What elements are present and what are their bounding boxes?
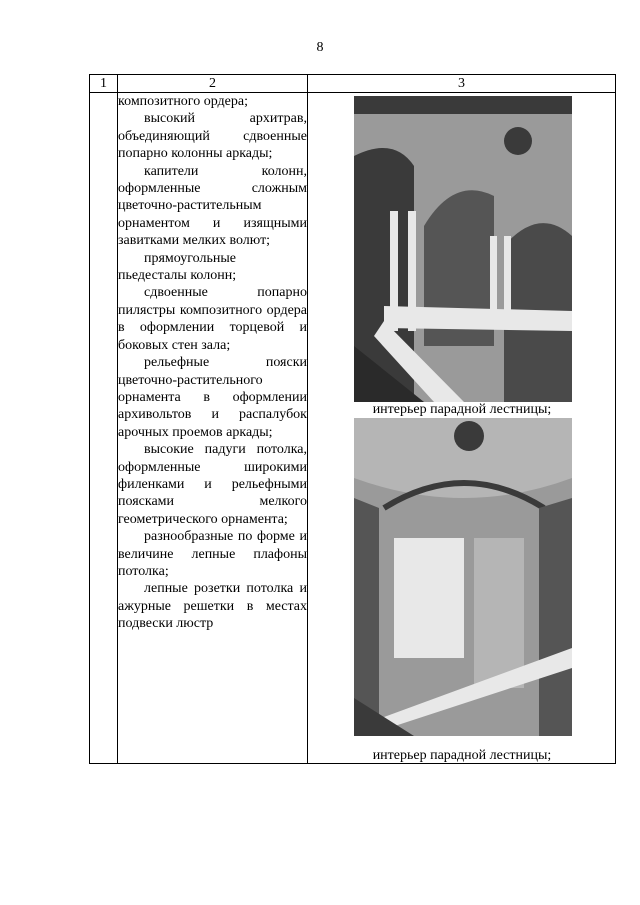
list-item: композитного ордера; bbox=[118, 94, 248, 109]
table-header-row bbox=[90, 75, 616, 93]
table-row bbox=[90, 93, 616, 764]
list-item: разнообразные по форме и величине лепные плафоны потолка; bbox=[118, 529, 307, 579]
list-item: высокие падуги потолка, оформленные широкими филенками и рельефными поясками мелкого геометрического орнамента; bbox=[118, 442, 307, 527]
list-item: лепные розетки потолка и ажурные решетки в местах подвески люстр bbox=[118, 581, 307, 632]
staircase-photo-2 bbox=[354, 418, 572, 736]
list-item: рельефные пояски цветочно-растительного орнамента в оформлении архивольтов и распалубок арочных проемов аркады; bbox=[118, 355, 307, 440]
column-header-2: 2 bbox=[118, 75, 308, 93]
photo-caption-2: интерьер парадной лестницы; bbox=[372, 748, 552, 763]
staircase-photo-1 bbox=[354, 96, 572, 402]
list-item: капители колонн, оформленные сложным цветочно-растительным орнаментом и изящными завитками мелких волют; bbox=[118, 163, 307, 249]
row-number-cell bbox=[90, 93, 118, 764]
page-number: 8 bbox=[316, 40, 324, 55]
photo-caption-1: интерьер парадной лестницы; bbox=[372, 402, 552, 417]
list-item: сдвоенные попарно пилястры композитного ордера в оформлении торцевой и боковых стен зала; bbox=[118, 285, 307, 353]
list-item: прямоугольные пьедесталы колонн; bbox=[118, 250, 237, 284]
column-header-3: 3 bbox=[308, 75, 616, 93]
list-item: высокий архитрав, объединяющий сдвоенные попарно колонны аркады; bbox=[118, 111, 307, 162]
description-cell bbox=[118, 93, 308, 764]
photo-cell bbox=[308, 93, 616, 764]
column-header-1: 1 bbox=[90, 75, 118, 93]
content-table bbox=[89, 74, 616, 764]
